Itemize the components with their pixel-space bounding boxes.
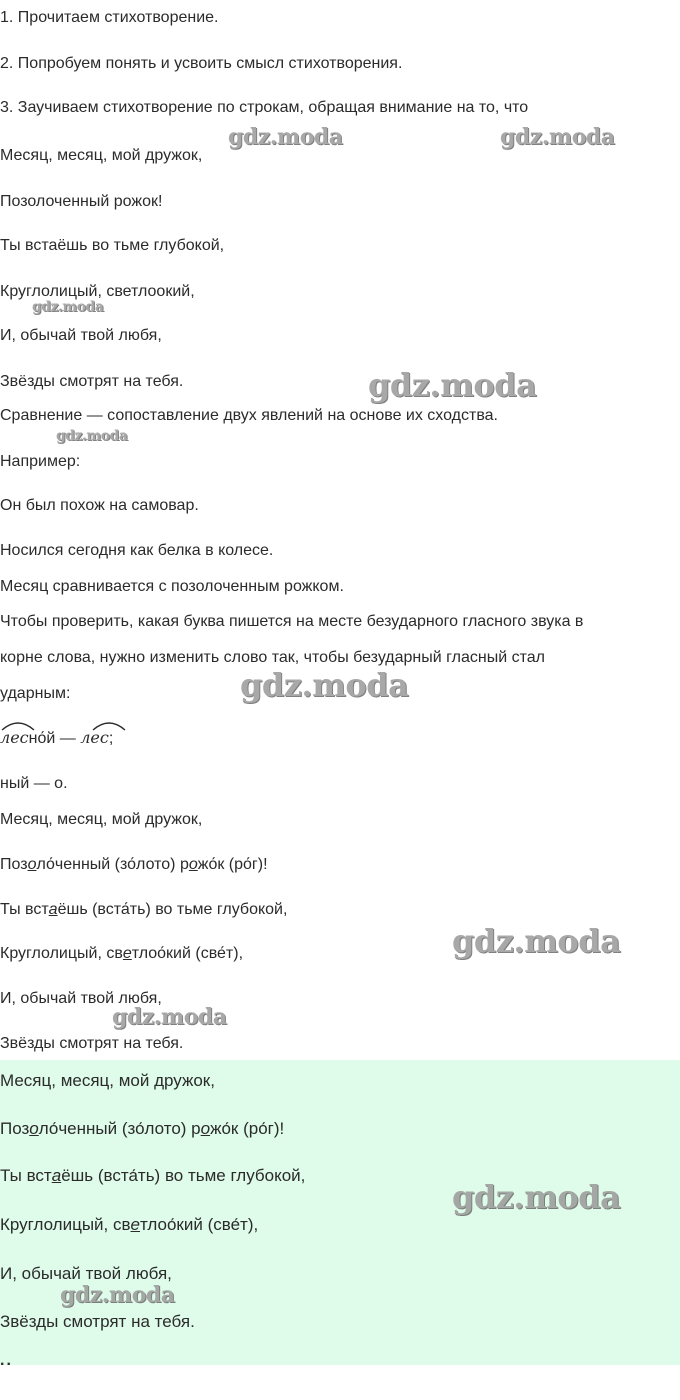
watermark: gdz.moda — [452, 922, 621, 960]
example-1: Он был похож на самовар. — [0, 497, 199, 514]
answer-line-3: Ты встаёшь (вста́ть) во тьме глубокой, — [0, 1166, 306, 1185]
poem-line-1: Месяц, месяц, мой дружок, — [0, 147, 203, 164]
trailing-dots: .. — [0, 1352, 13, 1369]
vowel-note: ный — о. — [0, 775, 68, 792]
example-label: Например: — [0, 453, 81, 470]
root-arc-1 — [0, 718, 36, 732]
root-arc-2 — [91, 718, 127, 732]
marked-poem-line-1: Месяц, месяц, мой дружок, — [0, 811, 203, 828]
example-2: Носился сегодня как белка в колесе. — [0, 542, 274, 559]
watermark: gdz.moda — [32, 299, 104, 315]
watermark: gdz.moda — [112, 1004, 227, 1030]
poem-line-2: Позолоченный рожок! — [0, 193, 163, 210]
watermark: gdz.moda — [500, 124, 615, 150]
root-2: лес — [80, 728, 109, 747]
ending-1: но́й — [28, 730, 56, 747]
poem-line-4: Круглолицый, светлоокий, — [0, 283, 195, 300]
root-1: лес — [0, 728, 29, 747]
dash: — — [55, 730, 81, 747]
marked-poem-line-5: И, обычай твой любя, — [0, 990, 162, 1007]
line-1: 1. Прочитаем стихотворение. — [0, 9, 219, 26]
marked-poem-line-2: Позоло́ченный (зо́лото) рожо́к (ро́г)! — [0, 856, 268, 873]
watermark: gdz.moda — [56, 428, 128, 444]
rule-line-3: ударным: — [0, 685, 71, 702]
poem-line-3: Ты встаёшь во тьме глубокой, — [0, 237, 225, 254]
marked-poem-line-4: Круглолицый, светлоо́кий (све́т), — [0, 945, 244, 962]
semicolon: ; — [108, 730, 114, 747]
comparison-definition: Сравнение — сопоставление двух явлений на основе их сходства. — [0, 407, 498, 424]
rule-line-1: Чтобы проверить, какая буква пишется на месте безударного гласного звука в — [0, 613, 584, 630]
line-2: 2. Попробуем понять и усвоить смысл стихотворения. — [0, 55, 403, 72]
answer-line-5: И, обычай твой любя, — [0, 1264, 172, 1283]
answer-line-6: Звёзды смотрят на тебя. — [0, 1312, 195, 1331]
answer-line-4: Круглолицый, светлоо́кий (све́т), — [0, 1215, 259, 1234]
watermark: gdz.moda — [368, 366, 537, 404]
rule-line-2: корне слова, нужно изменить слово так, чтобы безударный гласный стал — [0, 649, 545, 666]
answer-line-1: Месяц, месяц, мой дружок, — [0, 1071, 215, 1090]
comparison-statement: Месяц сравнивается с позолоченным рожком. — [0, 578, 344, 595]
watermark: gdz.moda — [240, 666, 409, 704]
marked-poem-line-3: Ты встаёшь (вста́ть) во тьме глубокой, — [0, 901, 288, 918]
answer-line-2: Позоло́ченный (зо́лото) рожо́к (ро́г)! — [0, 1119, 285, 1138]
line-3: 3. Заучиваем стихотворение по строкам, обращая внимание на то, что — [0, 99, 529, 116]
poem-line-5: И, обычай твой любя, — [0, 327, 162, 344]
watermark: gdz.moda — [60, 1282, 175, 1308]
poem-line-6: Звёзды смотрят на тебя. — [0, 373, 184, 390]
marked-poem-line-6: Звёзды смотрят на тебя. — [0, 1035, 184, 1052]
watermark: gdz.moda — [452, 1178, 621, 1216]
watermark: gdz.moda — [228, 124, 343, 150]
